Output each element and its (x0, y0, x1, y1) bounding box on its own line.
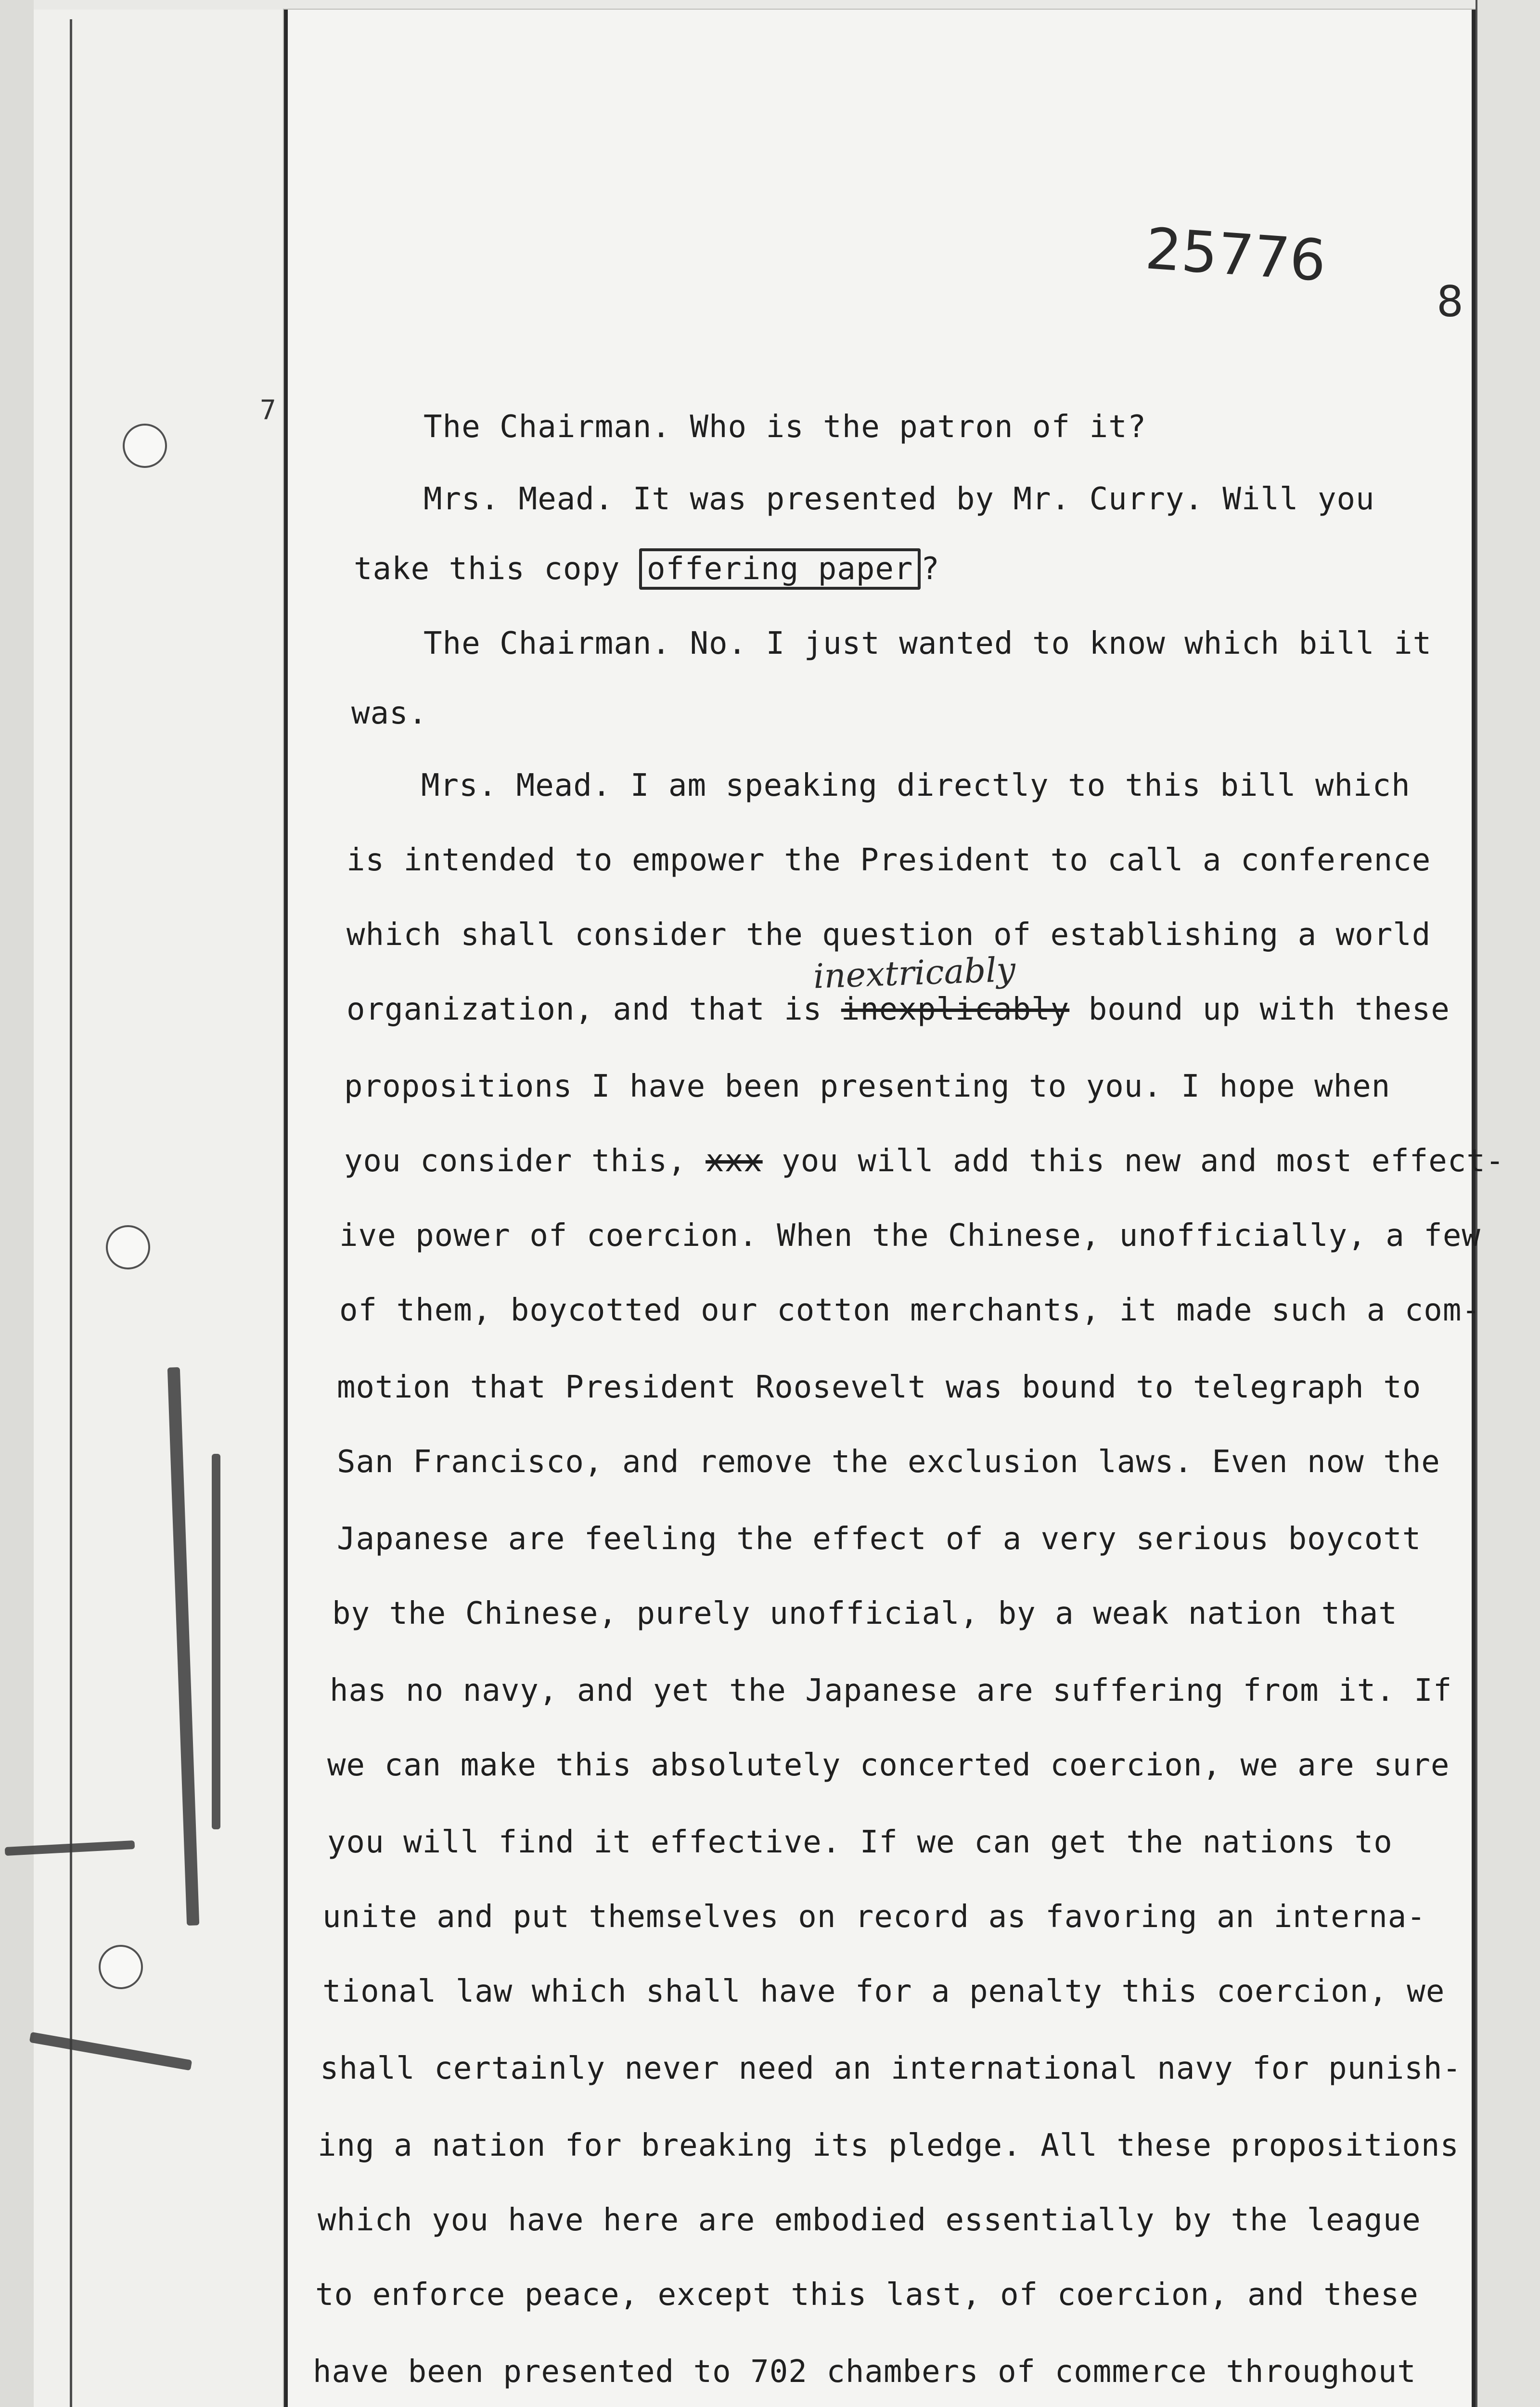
struck-text: xxx (706, 1143, 763, 1179)
scan-right-edge (1476, 0, 1540, 2407)
line-text-end: you will add this new and most effect- (762, 1143, 1505, 1179)
bracketed-note: offering paper (639, 548, 921, 590)
punch-hole (123, 424, 167, 468)
text-line (339, 1293, 1481, 1328)
line-text: ive power of coercion. When the Chinese, unofficially, a few (339, 1218, 1481, 1254)
line-number: 7 (260, 395, 276, 426)
text-line (346, 842, 1431, 878)
line-text: shall certainly never need an international navy for punish- (320, 2051, 1462, 2086)
text-line (330, 1673, 1452, 1708)
line-text: The Chairman. Who is the patron of it? (424, 409, 1147, 445)
line-text: Mrs. Mead. It was presented by Mr. Curry. Will you (424, 481, 1375, 517)
text-line (337, 1521, 1421, 1557)
line-text: ing a nation for breaking its pledge. All these propositions (318, 2128, 1459, 2163)
line-text: take this copy (354, 551, 639, 587)
line-text: by the Chinese, purely unofficial, by a weak nation that (332, 1596, 1398, 1631)
text-line (346, 917, 1431, 953)
punch-hole (99, 1945, 143, 1989)
line-text: you consider this, (344, 1143, 706, 1179)
struck-text: inexplicably (841, 992, 1070, 1027)
text-line (322, 1899, 1426, 1935)
text-line (351, 696, 427, 731)
line-text: motion that President Roosevelt was bound to telegraph to (337, 1370, 1422, 1405)
page-number: 8 (1437, 277, 1463, 326)
text-line (313, 2354, 1416, 2390)
ink-smudge (212, 1454, 220, 1829)
text-line (318, 2202, 1421, 2238)
line-text: was. (351, 696, 428, 731)
line-text: you will find it effective. If we can get the nations to (327, 1825, 1393, 1860)
text-line (424, 481, 1375, 517)
text-line (337, 1370, 1421, 1405)
text-line (315, 2277, 1419, 2313)
punch-hole (106, 1225, 150, 1269)
text-line (327, 1747, 1450, 1783)
line-text: to enforce peace, except this last, of coercion, and these (315, 2277, 1419, 2313)
line-text: have been presented to 702 chambers of commerce throughout (313, 2354, 1416, 2390)
line-text: organization, and that is (346, 992, 841, 1027)
text-line (424, 409, 1146, 445)
stamp-number: 25776 (1143, 215, 1328, 294)
text-line (322, 1974, 1445, 2009)
text-line (318, 2128, 1459, 2163)
line-text: Japanese are feeling the effect of a very serious boycott (337, 1521, 1422, 1557)
text-line (354, 551, 940, 587)
line-text: propositions I have been presenting to you. I hope when (344, 1069, 1391, 1104)
line-text: San Francisco, and remove the exclusion laws. Even now the (337, 1444, 1440, 1480)
text-line (337, 1444, 1440, 1480)
line-text: which shall consider the question of establishing a world (346, 917, 1431, 953)
text-line (332, 1596, 1398, 1631)
text-line (346, 992, 1450, 1027)
scan-edge (0, 0, 34, 2407)
typed-page-frame (284, 10, 1476, 2407)
line-text: is intended to empower the President to call a conference (346, 842, 1431, 878)
text-line (344, 1143, 1504, 1179)
text-line (421, 768, 1411, 803)
line-text: tional law which shall have for a penalty this coercion, we (322, 1974, 1445, 2009)
line-text-end: ? (921, 551, 940, 587)
line-text: which you have here are embodied essentially by the league (318, 2202, 1421, 2238)
text-line (327, 1825, 1393, 1860)
line-text: unite and put themselves on record as favoring an interna- (322, 1899, 1426, 1935)
handwritten-insertion: inextricably (812, 949, 1016, 996)
text-line (424, 626, 1432, 661)
text-line (344, 1069, 1390, 1104)
line-text: Mrs. Mead. I am speaking directly to this bill which (421, 768, 1411, 803)
line-text: of them, boycotted our cotton merchants, it made such a com- (339, 1293, 1481, 1328)
text-line (320, 2051, 1462, 2086)
line-text-end: bound up with these (1069, 992, 1450, 1027)
line-text: has no navy, and yet the Japanese are suffering from it. If (330, 1673, 1452, 1708)
line-text: The Chairman. No. I just wanted to know which bill it (424, 626, 1432, 661)
text-line (339, 1218, 1481, 1254)
line-text: we can make this absolutely concerted coercion, we are sure (327, 1747, 1450, 1783)
